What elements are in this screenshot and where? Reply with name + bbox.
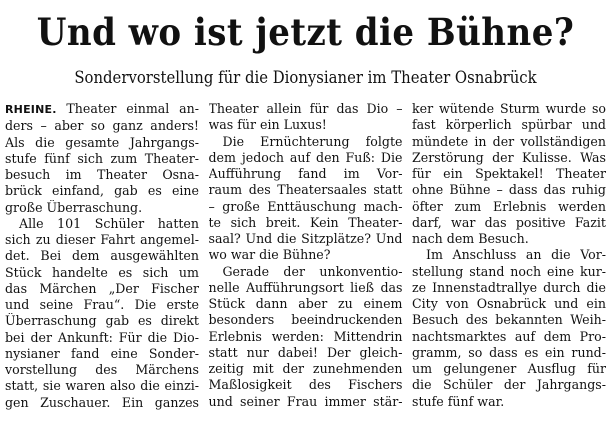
article-line bbox=[209, 329, 403, 345]
article-line-text: um gelungener Ausflug für bbox=[412, 361, 606, 376]
article-line-text: Stück dann aber zu einem bbox=[208, 296, 403, 311]
article-line-text: und seiner Frau immer stär- bbox=[208, 393, 403, 409]
article-line bbox=[412, 231, 606, 247]
article-line bbox=[5, 297, 199, 313]
article-line bbox=[209, 394, 403, 410]
article-line-text: stufe fünf war. bbox=[412, 393, 505, 409]
article-line bbox=[5, 281, 199, 297]
article-line bbox=[412, 215, 606, 231]
article-line bbox=[209, 101, 403, 117]
article-line bbox=[412, 377, 606, 393]
article-line bbox=[412, 394, 606, 410]
article-line-text: raum des Theatersaales statt bbox=[208, 182, 403, 198]
article-line-text: Aufführung fand im Vor- bbox=[208, 166, 403, 181]
article-line-text: nysianer fand eine Sonder- bbox=[5, 345, 199, 361]
subheadline: Sondervorstellung für die Dionysianer im Theater Osnabrück bbox=[74, 68, 537, 87]
article-line bbox=[209, 134, 403, 150]
article-line bbox=[209, 280, 403, 296]
article-line-text: ders – aber so ganz anders! bbox=[5, 118, 199, 134]
article-line bbox=[5, 313, 199, 329]
article-line-text: Stück handelte es sich um bbox=[5, 264, 199, 280]
article-line bbox=[209, 150, 403, 166]
article-line bbox=[5, 248, 199, 264]
article-body bbox=[5, 101, 606, 426]
article-line-text: statt, sie waren also die einzi- bbox=[5, 378, 199, 394]
article-line bbox=[5, 167, 199, 183]
article-line-text: City von Osnabrück und ein bbox=[412, 296, 606, 311]
article-line-text: Besuch des bekannten Weih- bbox=[412, 312, 606, 328]
article-line bbox=[209, 264, 403, 280]
article-line-text: gen Zuschauer. Ein ganzes bbox=[5, 394, 199, 410]
article-line bbox=[412, 101, 606, 117]
article-line-text: fast körperlich spürbar und bbox=[412, 117, 606, 133]
article-line-text: dem jedoch auf den Fuß: Die bbox=[208, 149, 403, 165]
article-line bbox=[412, 280, 606, 296]
article-line bbox=[412, 166, 606, 182]
article-line bbox=[5, 183, 199, 199]
article-line bbox=[412, 182, 606, 198]
article-line-text: stufe fünf sich zum Theater- bbox=[5, 150, 199, 166]
article-line-text: Theater allein für das Dio – bbox=[208, 101, 403, 116]
article-line-text: Erlebnis werden: Mittendrin bbox=[208, 328, 403, 344]
article-line-text: mündete in der vollständigen bbox=[412, 133, 606, 149]
article-line bbox=[209, 199, 403, 215]
article-line bbox=[209, 247, 403, 263]
article-line-text: te sich breit. Kein Theater- bbox=[208, 214, 403, 230]
article-line bbox=[209, 231, 403, 247]
article-line bbox=[412, 329, 606, 345]
article-line-text: ohne Bühne – dass das ruhig bbox=[412, 182, 606, 198]
article-column-3 bbox=[412, 101, 606, 426]
article-line-text: Gerade der unkonventio- bbox=[222, 263, 403, 279]
article-line-text: Im Anschluss an die Vor- bbox=[426, 247, 606, 263]
article-line-text: Theater einmal an- bbox=[56, 101, 199, 116]
article-line bbox=[412, 117, 606, 133]
article-line-text: bei der Ankunft: Für die Dio- bbox=[5, 329, 199, 345]
article-line bbox=[5, 101, 199, 118]
article-line bbox=[412, 134, 606, 150]
article-line bbox=[412, 264, 606, 280]
article-line-text: gramm, so dass es ein rund- bbox=[412, 344, 606, 360]
article-line bbox=[5, 378, 199, 394]
article-line bbox=[209, 345, 403, 361]
article-line bbox=[209, 377, 403, 393]
article-line bbox=[209, 296, 403, 312]
article-line-text: sich zu dieser Fahrt angemel- bbox=[5, 232, 199, 247]
article-column-2 bbox=[209, 101, 403, 426]
article-line bbox=[5, 151, 199, 167]
article-line-text: zeitig mit der zunehmenden bbox=[208, 361, 403, 376]
article-column-1 bbox=[5, 101, 199, 426]
article-line bbox=[209, 182, 403, 198]
article-line-text: und seine Frau“. Die erste bbox=[5, 297, 199, 312]
article-line-text: Maßlosigkeit des Fischers bbox=[208, 377, 403, 393]
article-line bbox=[5, 346, 199, 362]
article-line bbox=[5, 200, 199, 216]
article-line bbox=[209, 215, 403, 231]
article-line bbox=[209, 312, 403, 328]
article-line-text: Die Ernüchterung folgte bbox=[222, 133, 403, 149]
article-line bbox=[5, 232, 199, 248]
article-line-text: saal? Und die Sitzplätze? Und bbox=[208, 231, 403, 246]
article-line-text: ze Innenstadtrallye durch die bbox=[412, 279, 606, 295]
article-line bbox=[412, 150, 606, 166]
article-line-text: Überraschung gab es direkt bbox=[5, 313, 199, 329]
article-line-text: darf, war das positive Fazit bbox=[412, 214, 606, 230]
article-line bbox=[412, 345, 606, 361]
article-line bbox=[209, 361, 403, 377]
article-line-text: ker wütende Sturm wurde so bbox=[412, 101, 606, 116]
article-line bbox=[5, 118, 199, 134]
article-line-text: Zerstörung der Kulisse. Was bbox=[412, 149, 606, 165]
article-line bbox=[209, 166, 403, 182]
article-line-text: die Schüler der Jahrgangs- bbox=[412, 377, 606, 393]
article-line-text: öfter zum Erlebnis werden bbox=[412, 198, 606, 214]
article-line bbox=[5, 395, 199, 411]
article-line bbox=[412, 296, 606, 312]
article-line-text: nelle Aufführungsort ließ das bbox=[208, 279, 403, 295]
article-line bbox=[412, 361, 606, 377]
headline: Und wo ist jetzt die Bühne? bbox=[36, 10, 575, 54]
article-line bbox=[209, 117, 403, 133]
article-line-text: vorstellung des Märchens bbox=[5, 362, 199, 377]
article-line-text: det. Bei dem ausgewählten bbox=[5, 248, 199, 264]
article-line-text: für ein Spektakel! Theater bbox=[412, 166, 606, 181]
article-line bbox=[412, 312, 606, 328]
article-line-text: stellung stand noch eine kur- bbox=[412, 263, 606, 279]
article-line bbox=[5, 265, 199, 281]
article-line-text: besuch im Theater Osna- bbox=[5, 167, 199, 182]
article-line bbox=[5, 216, 199, 232]
article-line-text: besonders beeindruckenden bbox=[208, 312, 403, 328]
article-line-text: das Märchen „Der Fischer bbox=[5, 280, 199, 296]
article-line bbox=[5, 135, 199, 151]
article-line-text: nachtsmarktes auf dem Pro- bbox=[412, 328, 606, 344]
article-line-text: brück einfand, gab es eine bbox=[5, 183, 199, 199]
article-line-text: nach dem Besuch. bbox=[412, 231, 529, 246]
article-line-text: – große Enttäuschung mach- bbox=[208, 198, 403, 214]
article-line-text: statt nur dabei! Der gleich- bbox=[208, 344, 403, 360]
article-line bbox=[412, 247, 606, 263]
article-line-text: Alle 101 Schüler hatten bbox=[19, 215, 199, 231]
article-line bbox=[5, 330, 199, 346]
article-line-text: große Überraschung. bbox=[5, 199, 143, 215]
article-line bbox=[5, 362, 199, 378]
article-line-text: was für ein Luxus! bbox=[208, 117, 327, 133]
article-line bbox=[412, 199, 606, 215]
article-line-text: Als die gesamte Jahrgangs- bbox=[5, 134, 199, 150]
dateline: RHEINE. bbox=[5, 103, 57, 116]
article-line-text: wo war die Bühne? bbox=[208, 247, 331, 263]
